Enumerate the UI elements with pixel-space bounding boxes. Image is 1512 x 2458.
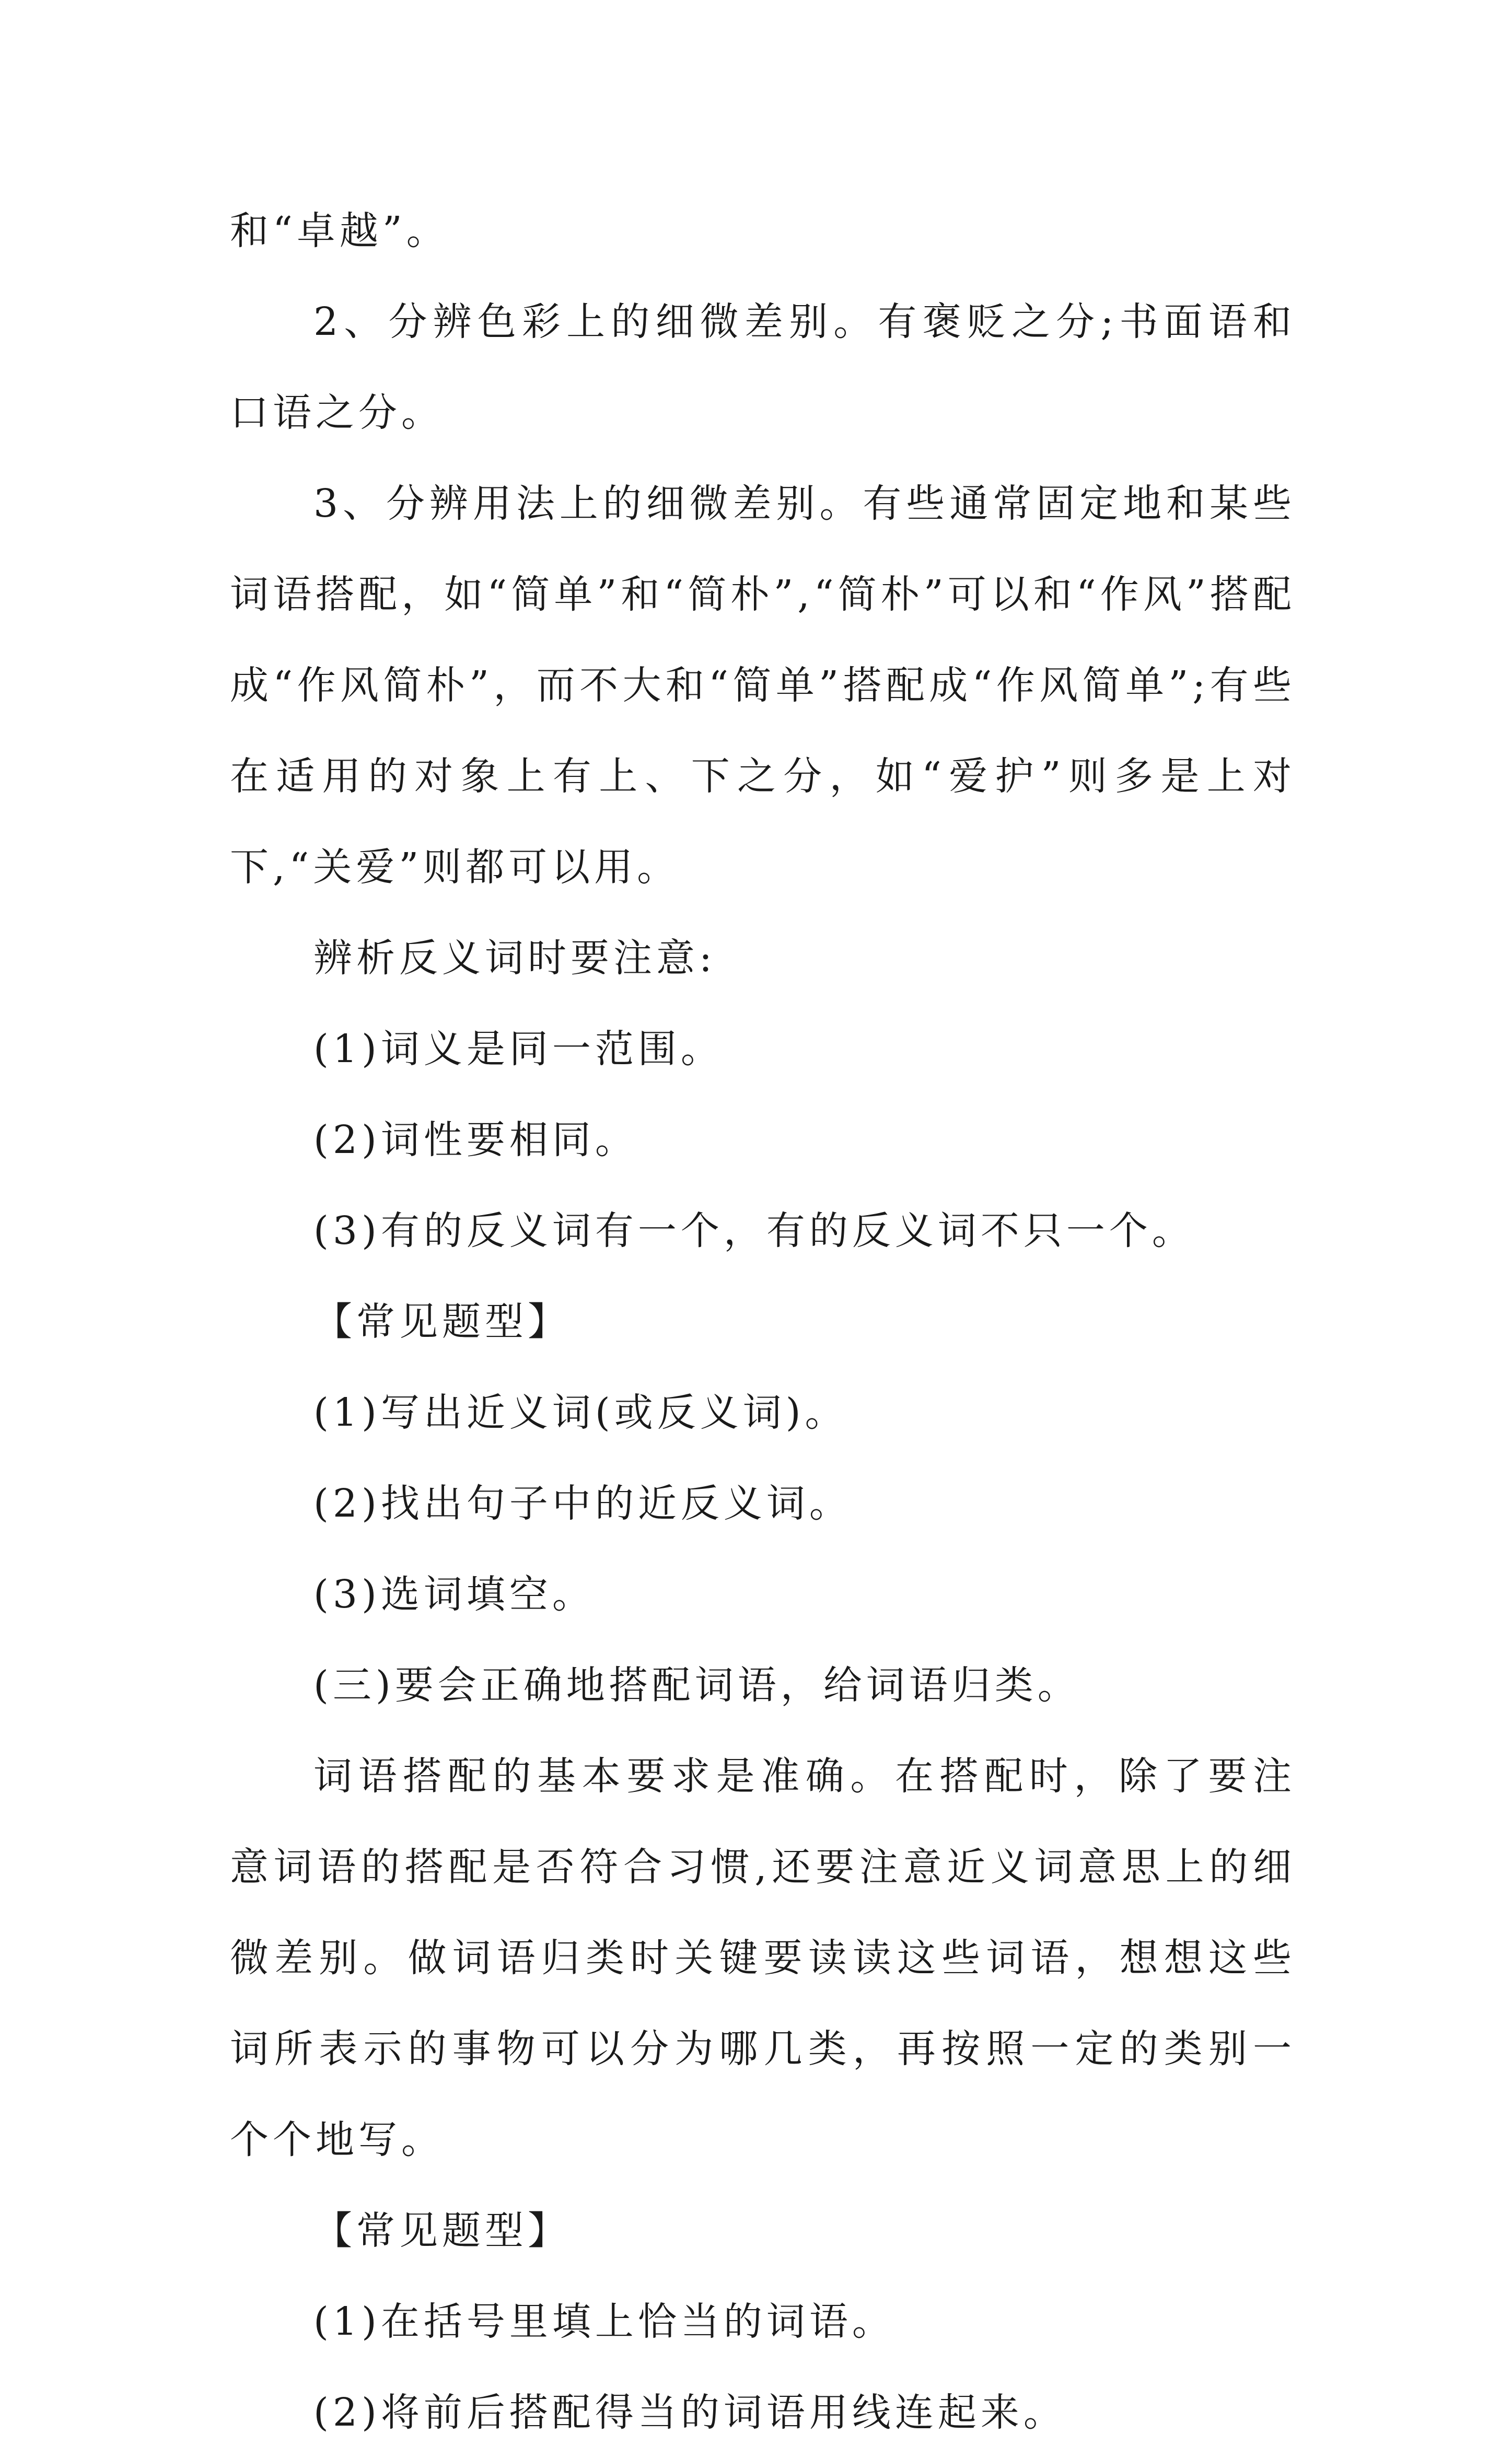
list-item: (1)写出近义词(或反义词)。: [313, 1390, 848, 1435]
paragraph-point-2: 2、分辨色彩上的细微差别。有褒贬之分;书面语和口语之分。: [230, 299, 1296, 435]
section-heading-collocation: (三)要会正确地搭配词语，给词语归类。: [313, 1663, 1080, 1708]
list-item: (2)将前后搭配得当的词语用线连起来。: [313, 2390, 1066, 2435]
paragraph-antonym-heading: 辨析反义词时要注意:: [313, 936, 716, 981]
list-item: (2)找出句子中的近反义词。: [313, 1481, 852, 1526]
list-item: (1)在括号里填上恰当的词语。: [313, 2299, 895, 2344]
list-item: (3)有的反义词有一个，有的反义词不只一个。: [313, 1208, 1195, 1253]
list-item: (3)选词填空。: [313, 1572, 595, 1617]
list-item: (2)词性要相同。: [313, 1117, 638, 1162]
section-heading-question-types: 【常见题型】: [313, 1299, 571, 1344]
section-heading-question-types: 【常见题型】: [313, 2208, 571, 2253]
paragraph-continuation: 和“卓越”。: [230, 208, 449, 253]
list-item: (1)词义是同一范围。: [313, 1027, 724, 1071]
document-body: [230, 185, 1296, 2458]
paragraph-point-3: 3、分辨用法上的细微差别。有些通常固定地和某些词语搭配，如“简单”和“简朴”,“简朴”可以和“作风”搭配成“作风简朴”，而不大和“简单”搭配成“作风简单”;有些在适用的对象上有上、下之分，如“爱护”则多是上对下,“关爱”则都可以用。: [230, 481, 1296, 890]
paragraph-collocation-body: 词语搭配的基本要求是准确。在搭配时，除了要注意词语的搭配是否符合习惯,还要注意近义词意思上的细微差别。做词语归类时关键要读读这些词语，想想这些词所表示的事物可以分为哪几类，再按照一定的类别一个个地写。: [230, 1754, 1296, 2162]
